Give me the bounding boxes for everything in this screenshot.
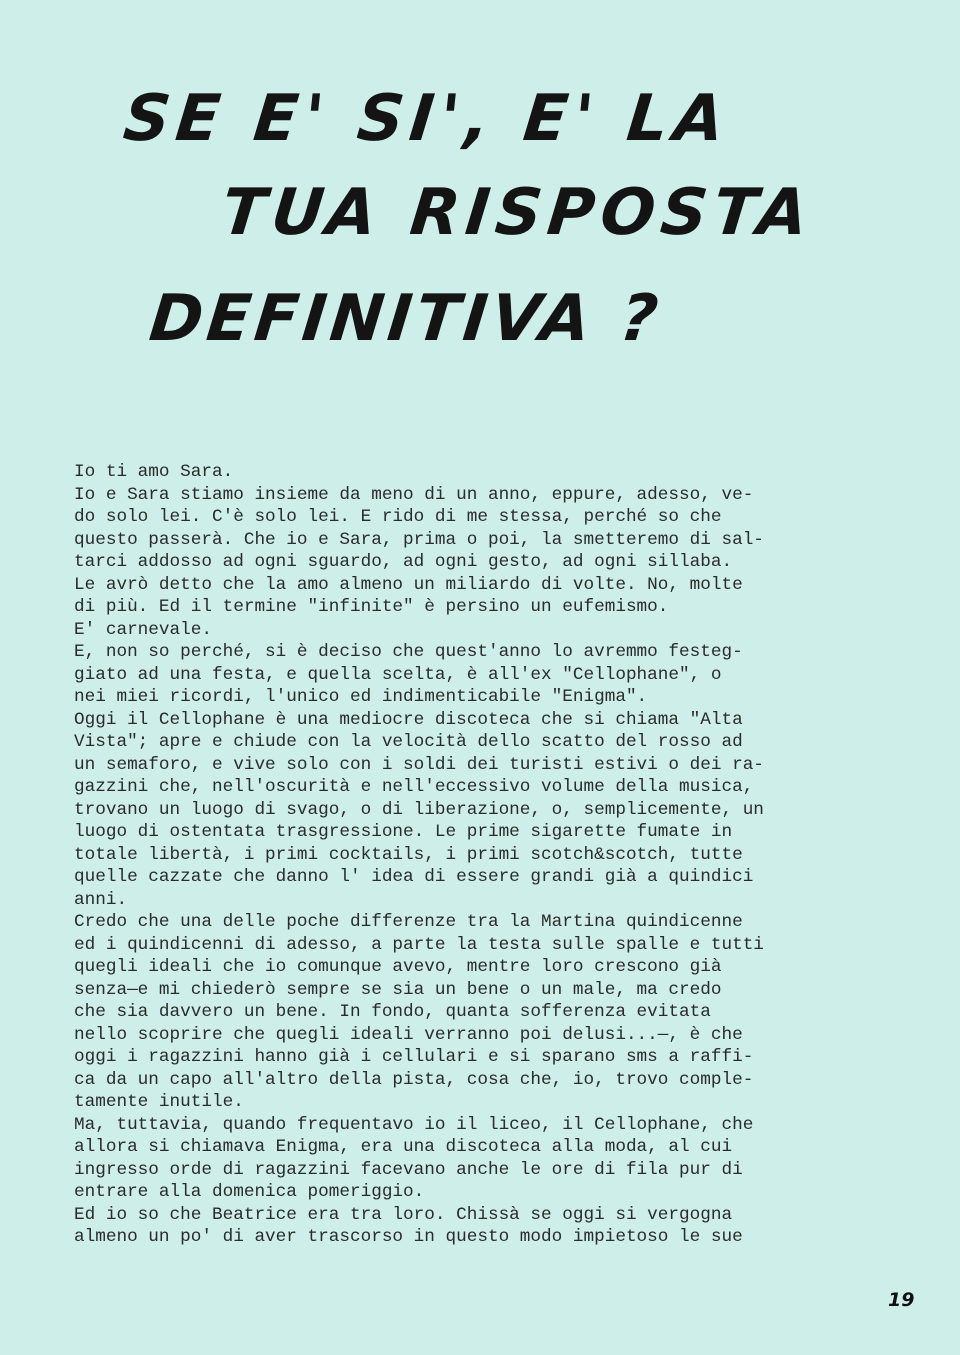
body-line: Oggi il Cellophane è una mediocre discoteca che si chiama "Alta [74,709,743,730]
body-line: senza—e mi chiederò sempre se sia un bene o un male, ma credo [74,979,722,1000]
body-line: E, non so perché, si è deciso che quest'anno lo avremmo festeg- [74,642,743,662]
body-line: quegli ideali che io comunque avevo, mentre loro crescono già [74,957,722,977]
body-line: di più. Ed il termine "infinite" è persino un eufemismo. [74,597,669,617]
body-line: totale libertà, i primi cocktails, i primi scotch&scotch, tutte [74,844,743,865]
body-line: questo passerà. Che io e Sara, prima o poi, la smetteremo di sal- [74,529,764,550]
body-line: E' carnevale. [74,619,212,640]
body-line: Ed io so che Beatrice era tra loro. Chissà se oggi si vergogna [74,1204,733,1225]
body-line: Credo che una delle poche differenze tra la Martina quindicenne [74,912,743,932]
body-text [74,461,854,1249]
body-line: tarci addosso ad ogni sguardo, ad ogni gesto, ad ogni sillaba. [74,552,733,572]
body-line: do solo lei. C'è solo lei. E rido di me stessa, perché so che [74,507,722,527]
body-line: gazzini che, nell'oscurità e nell'eccessivo volume della musica, [74,777,754,797]
body-line: ingresso orde di ragazzini facevano anche le ore di fila pur di [74,1159,743,1180]
title-line-3: DEFINITIVA ? [146,282,666,356]
body-line: ed i quindicenni di adesso, a parte la testa sulle spalle e tutti [74,934,764,955]
body-line: allora si chiamava Enigma, era una discoteca alla moda, al cui [74,1137,733,1157]
body-line: Io ti amo Sara. [74,462,234,482]
body-line: anni. [74,889,128,910]
body-line: Le avrò detto che la amo almeno un miliardo di volte. No, molte [74,574,743,595]
body-line: Ma, tuttavia, quando frequentavo io il liceo, il Cellophane, che [74,1114,754,1135]
body-line: luogo di ostentata trasgressione. Le prime sigarette fumate in [74,822,733,842]
body-line: ca da un capo all'altro della pista, cosa che, io, trovo comple- [74,1069,754,1090]
body-line: nello scoprire che quegli ideali verranno poi delusi...—, è che [74,1024,743,1045]
body-line: giato ad una festa, e quella scelta, è all'ex "Cellophane", o [74,664,722,685]
title-line-1: SE E' SI', E' LA [120,82,734,156]
body-line: entrare alla domenica pomeriggio. [74,1182,425,1202]
body-line: tamente inutile. [74,1092,244,1112]
body-line: che sia davvero un bene. In fondo, quanta sofferenza evitata [74,1002,711,1022]
body-line: quelle cazzate che danno l' idea di essere grandi già a quindici [74,867,754,887]
body-line: oggi i ragazzini hanno già i cellulari e si sparano sms a raffi- [74,1047,754,1067]
title-line-2: TUA RISPOSTA [218,176,818,250]
page-number: 19 [888,1289,915,1311]
body-line: almeno un po' di aver trascorso in questo modo impietoso le sue [74,1227,743,1247]
body-line: Io e Sara stiamo insieme da meno di un anno, eppure, adesso, ve- [74,484,754,505]
body-line: trovano un luogo di svago, o di liberazione, o, semplicemente, un [74,799,764,820]
body-line: nei miei ricordi, l'unico ed indimenticabile "Enigma". [74,687,648,707]
body-line: Vista"; apre e chiude con la velocità dello scatto del rosso ad [74,732,743,752]
body-line: un semaforo, e vive solo con i soldi dei turisti estivi o dei ra- [74,754,764,775]
